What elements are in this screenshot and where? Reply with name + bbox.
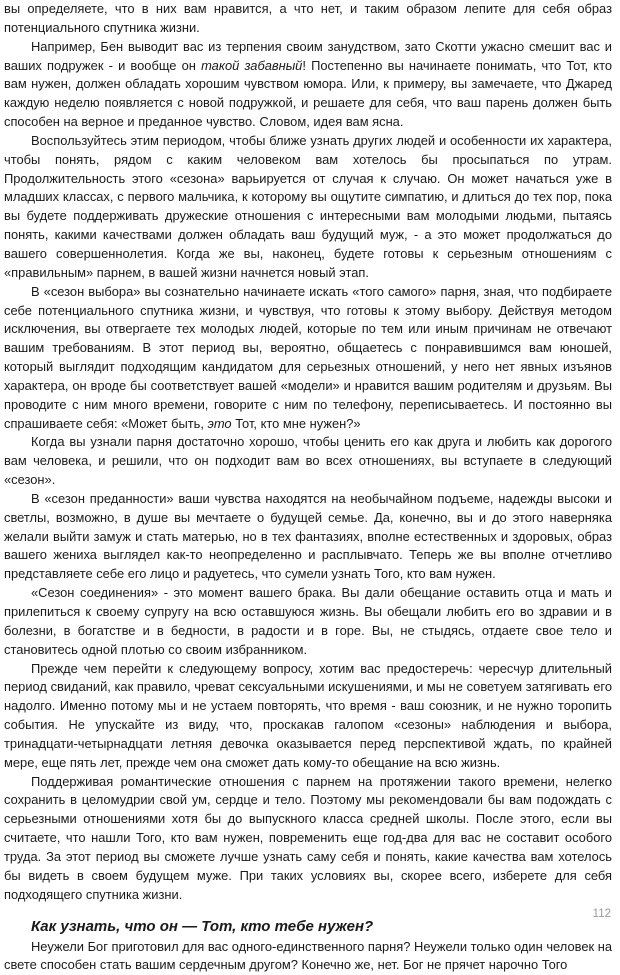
text-run: вы определяете, что в них вам нравится, а что нет, и таким образом лепите для себя образ потенциального спутника жизни. [4, 1, 612, 35]
paragraph [4, 773, 612, 905]
paragraph [4, 433, 612, 490]
paragraph [4, 490, 612, 584]
section-heading: Как узнать, что он — Тот, кто тебе нужен? [31, 917, 612, 937]
paragraph: Неужели Бог приготовил для вас одного-единственного парня? Неужели только один человек на свете способен стать вашим сердечным другом? Конечно же, нет. Бог не прячет нарочно Того [4, 938, 612, 975]
page-number: 112 [593, 908, 611, 920]
paragraph [4, 38, 612, 132]
text-run: Поддерживая романтические отношения с парнем на протяжении такого времени, нелегко сохранить в целомудрии свой ум, сердце и тело. Поэтому мы рекомендовали бы вам подождать с серьезными отношениями хотя бы до выпускного класса средней школы. После этого, если вы считаете, что нашли Того, кто вам нужен, повременить еще год-два для вас не составит особого труда. За этот период вы сможете лучше узнать саму себя и понять, какие качества вам хотелось бы видеть в своем будущем муже. При таких условиях вы, скорее всего, изберете для себя подходящего спутника жизни. [4, 774, 612, 902]
text-run: Прежде чем перейти к следующему вопросу, хотим вас предостеречь: чересчур длительный период свиданий, как правило, чреват сексуальными искушениями, и мы не советуем затягивать его надолго. Именно потому мы и не устаем повторять, что время - ваш союзник, и не нужно торопить события. Не упускайте из виду, что, проскакав галопом «сезоны» наблюдения и выбора, тринадцати-четырнадцати летняя девочка оказывается перед перспективой ждать, по крайней мере, еще пять лет, прежде чем она сможет дать кому-то обещание на всю жизнь. [4, 661, 612, 770]
emphasis-text: это [208, 416, 232, 431]
paragraph [4, 283, 612, 434]
document-page [4, 0, 612, 975]
paragraph [4, 584, 612, 659]
body-text [4, 0, 612, 905]
text-run: «Сезон соединения» - это момент вашего брака. Вы дали обещание оставить отца и мать и прилепиться к своему супругу на всю оставшуюся жизнь. Вы обещали любить его во здравии и в болезни, в богатстве и в бедности, в радости и в горе. Вы, не стыдясь, отдаете свое тело и становитесь одной плотью со своим избранником. [4, 585, 612, 657]
paragraph [4, 132, 612, 283]
text-run: В «сезон преданности» ваши чувства находятся на необычайном подъеме, надежды высоки и светлы, возможно, в душе вы мечтаете о будущей семье. Да, конечно, вы и до этого наверняка желали выйти замуж и стать матерью, но в тех фантазиях, вполне естественных и здоровых, образ вашего жениха выглядел как-то неопределенно и расплывчато. Теперь же вы вполне отчетливо представляете себе его лицо и радуетесь, что сумели узнать Того, кто вам нужен. [4, 491, 612, 581]
text-run: Когда вы узнали парня достаточно хорошо, чтобы ценить его как друга и любить как дорогого вам человека, и решили, что он подходит вам во всех отношениях, вы вступаете в следующий «сезон». [4, 434, 612, 487]
text-run: В «сезон выбора» вы сознательно начинаете искать «того самого» парня, зная, что подбираете себе потенциального спутника жизни, и чувствуя, что готовы к этому выбору. Действуя методом исключения, вы отвергаете тех молодых людей, которые по тем или иным причинам не отвечают вашим требованиям. В этот период вы, вероятно, общаетесь с понравившимся вам юношей, который выглядит подходящим кандидатом для серьезных отношений, у него нет явных изъянов характера, он вроде бы соответствует вашей «модели» и нравится вашим родителям и друзьям. Вы проводите с ним много времени, говорите с ним по телефону, переписываетесь. И постоянно вы спрашиваете себя: «Может быть, [4, 284, 612, 431]
emphasis-text: такой забавный [201, 58, 302, 73]
text-run: Воспользуйтесь этим периодом, чтобы ближе узнать других людей и особенности их характера, чтобы понять, рядом с каким человеком вам хотелось бы просыпаться по утрам. Продолжительность этого «сезона» варьируется от случая к случаю. Он может начаться уже в младших классах, с первого мальчика, к которому вы ощутите симпатию, и длиться до тех пор, пока вы будете поддерживать дружеские отношения с интересными вам молодыми людьми, пытаясь понять, какими качествами должен обладать ваш будущий муж, - а это может продолжаться до вашего совершеннолетия. Когда же вы, наконец, будете готовы к серьезным отношениям с «правильным» парнем, в вашей жизни начнется новый этап. [4, 133, 612, 280]
text-run: Например, Бен выводит вас из терпения своим занудством, зато Скотти ужасно смешит вас и ваших подружек - и вообще он [4, 39, 612, 73]
text-run: Тот, кто мне нужен?» [232, 416, 361, 431]
paragraph [4, 0, 612, 38]
paragraph [4, 660, 612, 773]
text-run: ! Постепенно вы начинаете понимать, что Тот, кто вам нужен, должен обладать хорошим чувством юмора. Или, к примеру, вы замечаете, что Джаред каждую неделю появляется с новой подружкой, и решаете для себя, что ваш парень должен быть способен на верное и преданное чувство. Словом, идея вам ясна. [4, 58, 612, 130]
